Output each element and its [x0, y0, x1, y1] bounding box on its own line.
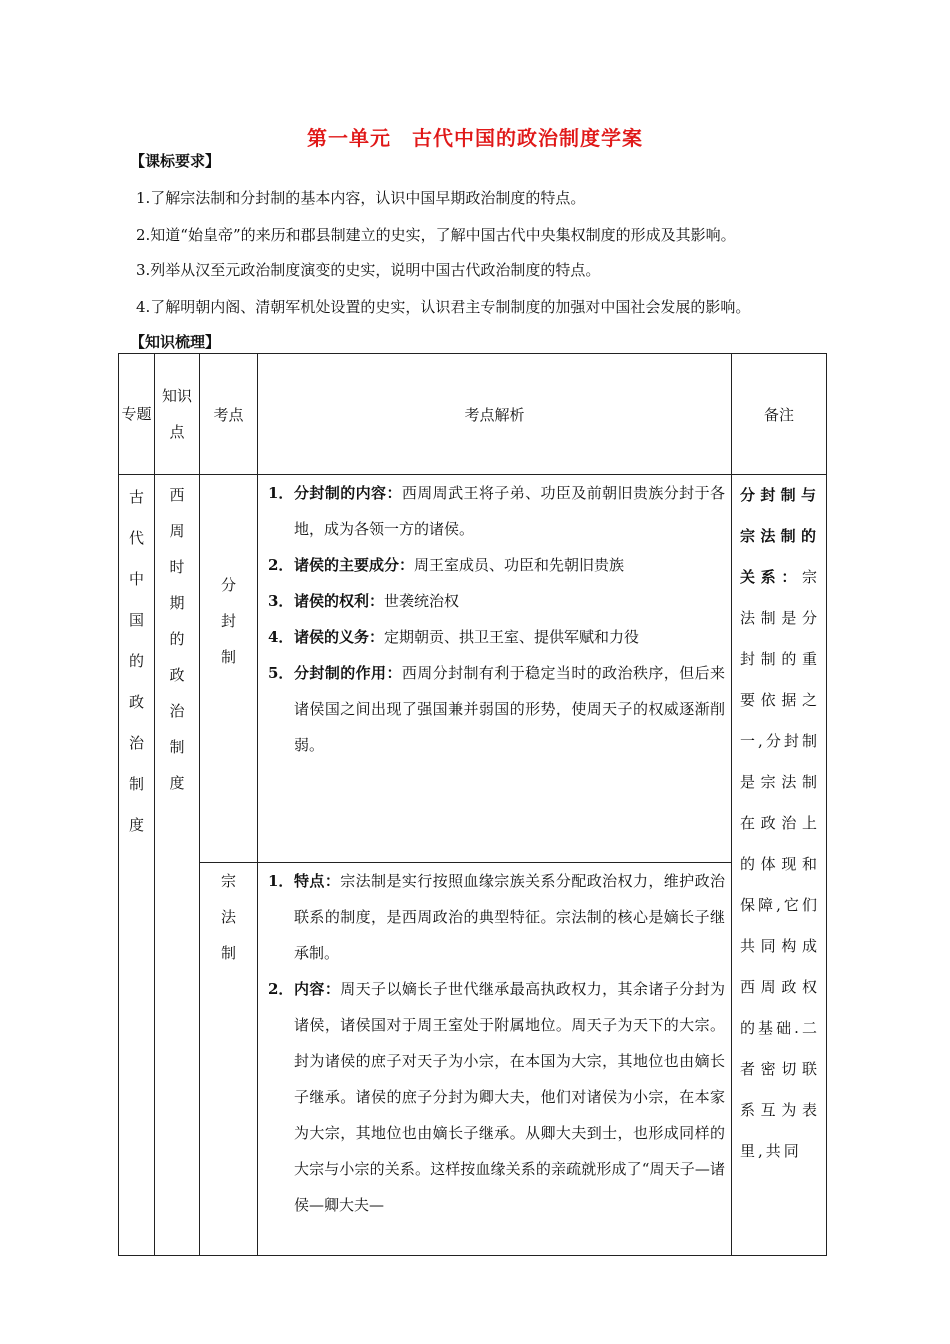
header-knowledge-point-text: 知识点 — [161, 387, 192, 441]
header-exam-point-text: 考点 — [213, 405, 244, 424]
item-keyword: 分封制的内容： — [294, 484, 402, 502]
requirement-item: 2.知道“始皇帝”的来历和郡县制建立的史实，了解中国古代中央集权制度的形成及其影响。 — [136, 226, 736, 244]
item-text: 西周周武王将子弟、功臣及前朝旧贵族分封于各地，成为各领一方的诸侯。 — [294, 484, 725, 538]
table-header-row — [119, 354, 827, 475]
item-text: 周天子以嫡长子世代继承最高执政权力，其余诸子分封为诸侯，诸侯国对于周王室处于附属地位。周天子为天下的大宗。封为诸侯的庶子对天子为小宗，在本国为大宗，其地位也由嫡长子继承。诸侯的庶子分封为卿大夫，他们对诸侯为小宗，在本家为大宗，其地位也由嫡长子继承。从卿大夫到士，也形成同样的大宗与小宗的关系。这样按血缘关系的亲疏就形成了“周天子—诸侯—卿大夫— — [294, 980, 725, 1214]
requirements-heading: 【课标要求】 — [130, 152, 221, 170]
knowledge-heading: 【知识梳理】 — [130, 333, 221, 351]
knowledge-point-cell — [155, 475, 200, 1256]
requirement-item: 1.了解宗法制和分封制的基本内容，认识中国早期政治制度的特点。 — [136, 189, 586, 207]
fenfeng-item — [266, 547, 725, 583]
fenfeng-item — [266, 655, 725, 763]
item-number: 1． — [268, 872, 294, 890]
fenfeng-item — [266, 475, 725, 547]
item-keyword: 诸侯的主要成分： — [294, 556, 415, 574]
topic-text: 古代中国的政治制度 — [128, 488, 144, 834]
item-keyword: 分封制的作用： — [294, 664, 402, 682]
exam-point-fenfeng: 分封制 — [220, 576, 236, 666]
header-remark — [732, 354, 827, 475]
header-analysis-text: 考点解析 — [464, 405, 525, 424]
requirement-item: 4.了解明朝内阁、清朝军机处设置的史实，认识君主专制制度的加强对中国社会发展的影响。 — [136, 298, 751, 316]
item-number: 2． — [268, 980, 294, 998]
item-number: 4． — [268, 628, 294, 646]
zongfa-analysis-cell — [258, 863, 732, 1256]
table-row — [119, 475, 827, 863]
header-exam-point — [200, 354, 258, 475]
page-title: 第一单元 古代中国的政治制度学案 — [307, 126, 643, 150]
remark-text: 宗法制是分封制的重要依据之一,分封制是宗法制在政治上的体现和保障,它们共同构成西周政权的基础.二者密切联系互为表里,共同 — [740, 568, 820, 1160]
fenfeng-item — [266, 619, 725, 655]
item-number: 2． — [268, 556, 294, 574]
item-keyword: 内容： — [294, 980, 341, 998]
item-number: 1． — [268, 484, 294, 502]
item-text: 周王室成员、功臣和先朝旧贵族 — [414, 556, 625, 574]
item-keyword: 诸侯的权利： — [294, 592, 385, 610]
item-number: 3． — [268, 592, 294, 610]
knowledge-point-text: 西周时期的政治制度 — [169, 486, 185, 792]
topic-cell — [119, 475, 155, 1256]
item-text: 世袭统治权 — [384, 592, 460, 610]
requirement-item: 3.列举从汉至元政治制度演变的史实，说明中国古代政治制度的特点。 — [136, 261, 601, 279]
zongfa-item — [266, 863, 725, 971]
header-topic-text: 专题 — [121, 405, 152, 423]
item-keyword: 诸侯的义务： — [294, 628, 385, 646]
fenfeng-analysis-cell — [258, 475, 732, 863]
fenfeng-item — [266, 583, 725, 619]
item-number: 5． — [268, 664, 294, 682]
header-knowledge-point — [155, 354, 200, 475]
exam-point-cell — [200, 475, 258, 863]
item-text: 宗法制是实行按照血缘宗族关系分配政治权力，维护政治联系的制度，是西周政治的典型特征。宗法制的核心是嫡长子继承制。 — [294, 872, 725, 962]
exam-point-zongfa: 宗法制 — [220, 872, 236, 962]
exam-point-cell — [200, 863, 258, 1256]
remark-keyword: 分封制与宗法制的关系： — [740, 486, 820, 586]
item-text: 定期朝贡、拱卫王室、提供军赋和力役 — [384, 628, 640, 646]
header-analysis — [258, 354, 732, 475]
zongfa-item — [266, 971, 725, 1223]
remark-cell — [732, 475, 827, 1256]
header-remark-text: 备注 — [763, 405, 794, 424]
table-row — [119, 863, 827, 1256]
knowledge-table — [118, 353, 827, 1256]
item-text: 西周分封制有利于稳定当时的政治秩序，但后来诸侯国之间出现了强国兼并弱国的形势，使周天子的权威逐渐削弱。 — [294, 664, 725, 754]
header-topic — [119, 354, 155, 475]
item-keyword: 特点： — [294, 872, 341, 890]
